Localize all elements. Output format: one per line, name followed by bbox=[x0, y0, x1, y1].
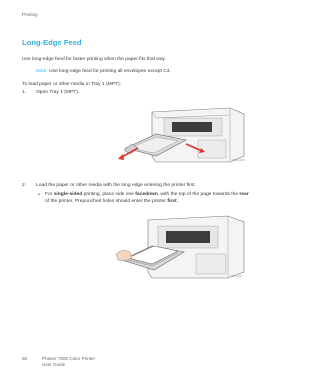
step-2-text: Load the paper or other media with the long edge entering the printer first. bbox=[36, 183, 196, 188]
emphasis-rear: rear bbox=[239, 192, 249, 197]
footer-product bbox=[42, 356, 95, 369]
guide-name: User Guide bbox=[42, 362, 66, 368]
figure-load-paper bbox=[112, 212, 252, 282]
bullet-text-part: . bbox=[176, 199, 178, 204]
figure-1-code: 7500-026 bbox=[232, 158, 245, 162]
page-number: 58 bbox=[22, 356, 28, 361]
bullet-marker: • bbox=[38, 192, 40, 198]
note-label: Note: bbox=[36, 69, 48, 74]
printer-tray-open-illustration bbox=[112, 104, 252, 166]
step-2-number: 2. bbox=[22, 183, 27, 188]
note-text: Use long-edge feed for printing all envelopes except C4. bbox=[49, 69, 171, 74]
bullet-line-1 bbox=[45, 192, 249, 197]
printer-load-paper-illustration bbox=[112, 212, 252, 282]
emphasis-first: first bbox=[167, 199, 177, 204]
bullet-line-2 bbox=[45, 199, 178, 204]
step-1-number: 1. bbox=[22, 90, 27, 95]
bullet-text-part: of the printer. Prepunched holes should enter the printer bbox=[45, 199, 168, 204]
emphasis-facedown: facedown bbox=[135, 192, 158, 197]
step-1-text: Open Tray 1 (MPT). bbox=[36, 90, 80, 95]
figure-open-tray bbox=[112, 104, 252, 166]
lead-paragraph: To load paper or other media in Tray 1 (MPT): bbox=[22, 82, 121, 87]
bullet-text-part: printing, place side one bbox=[82, 192, 136, 197]
product-name: Phaser 7500 Color Printer bbox=[42, 356, 96, 361]
bullet-text-part: , with the top of the page towards the bbox=[157, 192, 240, 197]
running-header: Printing bbox=[22, 12, 38, 17]
note bbox=[36, 69, 171, 74]
bullet-text-part: For bbox=[45, 192, 54, 197]
intro-paragraph: Use long-edge feed for faster printing when the paper fits that way. bbox=[22, 57, 166, 62]
section-title: Long-Edge Feed bbox=[22, 38, 82, 47]
emphasis-single-sided: single-sided bbox=[53, 192, 83, 197]
figure-2-code: 7500-027 bbox=[230, 274, 243, 278]
